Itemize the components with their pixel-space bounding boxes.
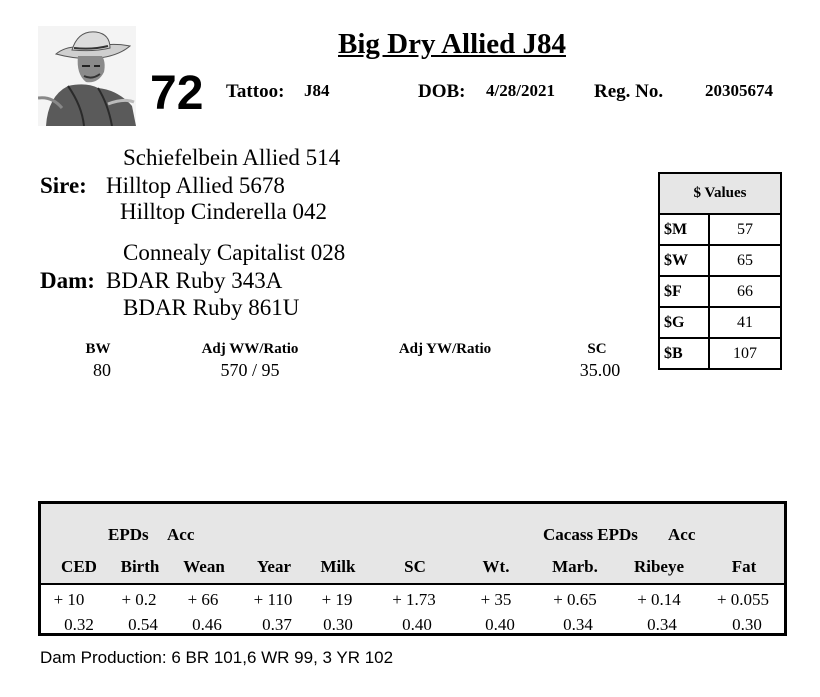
value-amount: 41 — [709, 307, 781, 338]
epd-acc-wt: 0.40 — [485, 615, 515, 634]
epd-col-birth: Birth — [120, 557, 160, 576]
epd-value-wean: + 66 — [187, 590, 219, 609]
epd-acc-ced: 0.32 — [64, 615, 94, 634]
epd-acc-sc: 0.40 — [402, 615, 432, 634]
epd-acc-marb: 0.34 — [563, 615, 593, 634]
epd-value-ced: + 10 — [53, 590, 85, 609]
animal-title: Big Dry Allied J84 — [338, 28, 566, 60]
epd-col-sc: SC — [404, 557, 426, 576]
sire-label: Sire: — [40, 173, 87, 198]
epds-group-label: EPDs — [108, 525, 149, 544]
value-label: $M — [659, 214, 709, 245]
epd-table — [38, 501, 787, 636]
epd-value-wt: + 35 — [480, 590, 512, 609]
value-label: $G — [659, 307, 709, 338]
dob-label: DOB: — [418, 81, 466, 102]
sire-sire: Schiefelbein Allied 514 — [123, 145, 341, 170]
carcass-acc-label: Acc — [668, 525, 696, 544]
adj-ww-value: 570 / 95 — [220, 360, 280, 380]
dam-label: Dam: — [40, 268, 95, 293]
epd-acc-wean: 0.46 — [192, 615, 222, 634]
value-amount: 66 — [709, 276, 781, 307]
epd-value-fat: + 0.055 — [716, 590, 770, 609]
epd-acc-fat: 0.30 — [732, 615, 762, 634]
dam-dam: BDAR Ruby 861U — [123, 295, 300, 320]
value-row — [659, 276, 781, 307]
value-amount: 57 — [709, 214, 781, 245]
value-row — [659, 214, 781, 245]
dam-production: Dam Production: 6 BR 101,6 WR 99, 3 YR 102 — [40, 648, 394, 667]
epd-col-year: Year — [257, 557, 291, 576]
epd-col-ced: CED — [61, 557, 97, 576]
bw-label: BW — [85, 341, 111, 357]
dam-name: BDAR Ruby 343A — [106, 268, 283, 293]
epd-col-milk: Milk — [320, 557, 356, 576]
value-amount: 65 — [709, 245, 781, 276]
epd-col-fat: Fat — [731, 557, 757, 576]
value-label: $F — [659, 276, 709, 307]
lot-number: 72 — [150, 67, 204, 120]
sc-label: SC — [587, 341, 607, 357]
epd-acc-ribeye: 0.34 — [647, 615, 677, 634]
dollar-values-header: $ Values — [659, 173, 781, 214]
tattoo-label: Tattoo: — [226, 81, 285, 102]
value-label: $W — [659, 245, 709, 276]
carcass-epds-label: Cacass EPDs — [543, 525, 638, 544]
epd-value-ribeye: + 0.14 — [637, 590, 681, 609]
value-row — [659, 245, 781, 276]
epd-col-wt: Wt. — [482, 557, 510, 576]
value-amount: 107 — [709, 338, 781, 369]
epd-acc-milk: 0.30 — [323, 615, 353, 634]
epd-col-marb: Marb. — [552, 557, 598, 576]
value-label: $B — [659, 338, 709, 369]
epd-value-sc: + 1.73 — [392, 590, 436, 609]
epd-value-year: + 110 — [253, 590, 293, 609]
epd-value-marb: + 0.65 — [553, 590, 597, 609]
tattoo-value: J84 — [304, 81, 330, 100]
epd-col-ribeye: Ribeye — [633, 557, 685, 576]
reg-label: Reg. No. — [594, 81, 664, 102]
epds-acc-label: Acc — [167, 525, 195, 544]
cowboy-photo — [38, 26, 136, 126]
value-row — [659, 338, 781, 369]
epd-value-milk: + 19 — [321, 590, 353, 609]
epd-col-wean: Wean — [183, 557, 225, 576]
reg-value: 20305674 — [705, 81, 773, 100]
dob-value: 4/28/2021 — [486, 81, 555, 100]
sc-value: 35.00 — [579, 360, 621, 380]
epd-acc-year: 0.37 — [262, 615, 292, 634]
adj-ww-label: Adj WW/Ratio — [201, 341, 299, 357]
epd-acc-birth: 0.54 — [128, 615, 158, 634]
value-row — [659, 307, 781, 338]
dollar-values-table — [658, 172, 782, 370]
dam-sire: Connealy Capitalist 028 — [123, 240, 346, 265]
epd-value-birth: + 0.2 — [121, 590, 157, 609]
bw-value: 80 — [93, 360, 111, 380]
sire-dam: Hilltop Cinderella 042 — [120, 199, 327, 224]
sire-name: Hilltop Allied 5678 — [106, 173, 285, 198]
adj-yw-label: Adj YW/Ratio — [398, 341, 492, 357]
